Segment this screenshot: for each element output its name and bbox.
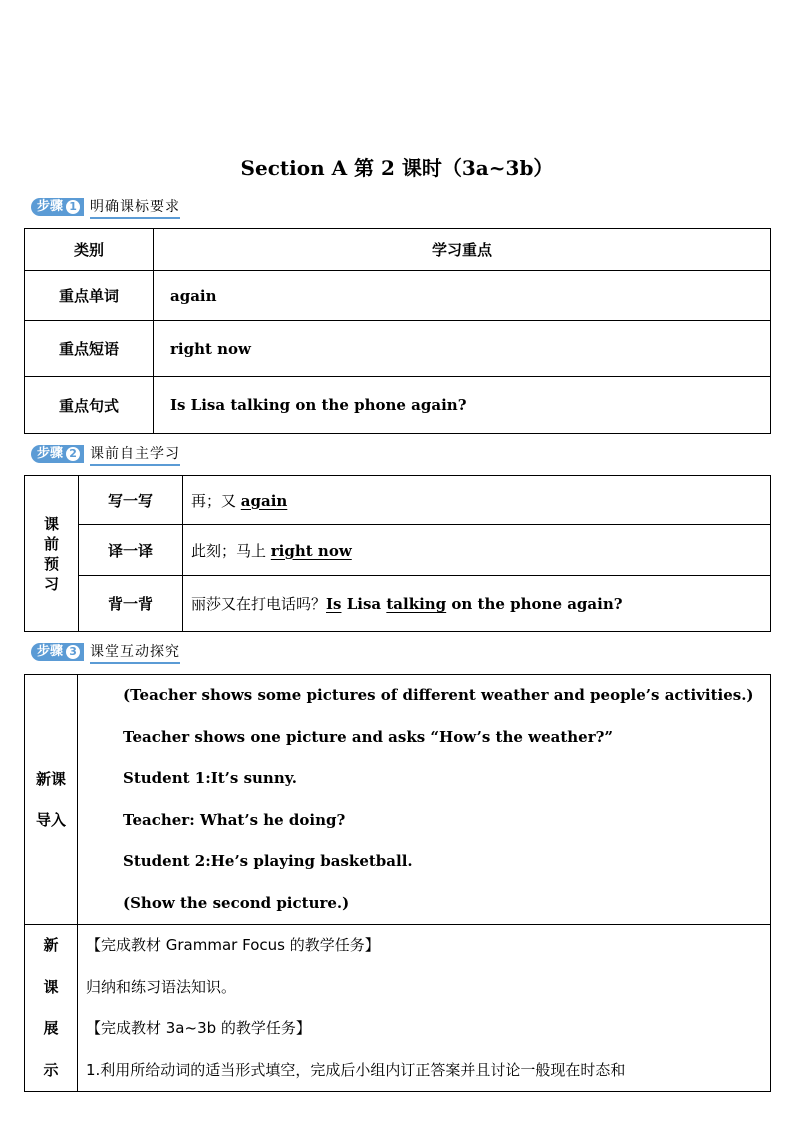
sentence-text: Lisa xyxy=(341,595,387,613)
step-badge: 步骤 2 xyxy=(31,445,84,463)
step-label: 课堂互动探究 xyxy=(90,641,180,664)
intro-line: Student 2:He’s playing basketball. xyxy=(123,852,413,870)
preview-table xyxy=(24,475,771,632)
answer-text: Is xyxy=(326,595,342,613)
prompt-text: 再；又 xyxy=(191,491,241,510)
category-cell: 重点单词 xyxy=(25,271,154,321)
column-header: 学习重点 xyxy=(154,229,771,271)
class-activity-table xyxy=(24,674,771,1092)
prompt-text: 此刻；马上 xyxy=(191,541,271,560)
section-label: 新课 导入 xyxy=(35,769,66,829)
intro-line: Teacher shows one picture and asks “How’s the weather?” xyxy=(123,727,614,746)
intro-line: (Teacher shows some pictures of different weather and people’s activities.) xyxy=(123,686,754,704)
task-content xyxy=(183,576,771,632)
answer-text: talking xyxy=(386,595,447,613)
intro-content xyxy=(78,675,771,925)
sentence-text: on the phone again? xyxy=(446,595,623,613)
table-row xyxy=(25,476,771,525)
task-content xyxy=(183,525,771,576)
intro-line: Student 1:It’s sunny. xyxy=(123,769,297,787)
section-label: 新 课 展 示 xyxy=(43,936,59,1079)
side-label: 课前预习 xyxy=(44,514,60,593)
content-cell: Is Lisa talking on the phone again? xyxy=(154,377,771,434)
step-badge: 步骤 3 xyxy=(31,643,84,661)
show-line: 【完成教材 3a~3b 的教学任务】 xyxy=(86,1019,311,1037)
answer-text: right now xyxy=(270,541,352,560)
step-number: 3 xyxy=(66,645,80,659)
task-label: 背一背 xyxy=(79,576,183,632)
show-line: 归纳和练习语法知识。 xyxy=(86,977,237,996)
table-row xyxy=(25,576,771,632)
show-line: 1.利用所给动词的适当形式填空，完成后小组内订正答案并且讨论一般现在时态和 xyxy=(86,1060,626,1079)
task-label: 写一写 xyxy=(79,476,183,525)
step-2-header xyxy=(31,444,180,464)
answer-text: again xyxy=(240,491,288,510)
table-row xyxy=(25,271,771,321)
prompt-text: 丽莎又在打电话吗？ xyxy=(191,595,327,613)
key-points-table xyxy=(24,228,771,434)
content-cell: right now xyxy=(154,321,771,377)
task-label: 译一译 xyxy=(79,525,183,576)
page-title: Section A 第 2 课时（3a~3b） xyxy=(240,156,554,180)
table-row xyxy=(25,321,771,377)
content-cell: again xyxy=(154,271,771,321)
side-label-cell xyxy=(25,476,79,632)
intro-line: Teacher: What’s he doing? xyxy=(123,810,346,829)
step-badge: 步骤 1 xyxy=(31,198,84,216)
step-label: 明确课标要求 xyxy=(90,196,180,219)
column-header: 类别 xyxy=(25,229,154,271)
table-row xyxy=(25,525,771,576)
show-content xyxy=(78,925,771,1092)
table-row xyxy=(25,925,771,1092)
step-1-header xyxy=(31,197,180,217)
category-cell: 重点句式 xyxy=(25,377,154,434)
step-label: 课前自主学习 xyxy=(90,443,180,466)
step-3-header xyxy=(31,642,180,662)
intro-line: (Show the second picture.) xyxy=(123,893,350,912)
step-number: 2 xyxy=(66,447,80,461)
task-content xyxy=(183,476,771,525)
table-header-row xyxy=(25,229,771,271)
table-row xyxy=(25,377,771,434)
show-line: 【完成教材 Grammar Focus 的教学任务】 xyxy=(86,936,380,954)
step-number: 1 xyxy=(66,200,80,214)
category-cell: 重点短语 xyxy=(25,321,154,377)
section-label-cell xyxy=(25,675,78,925)
section-label-cell xyxy=(25,925,78,1092)
table-row xyxy=(25,675,771,925)
